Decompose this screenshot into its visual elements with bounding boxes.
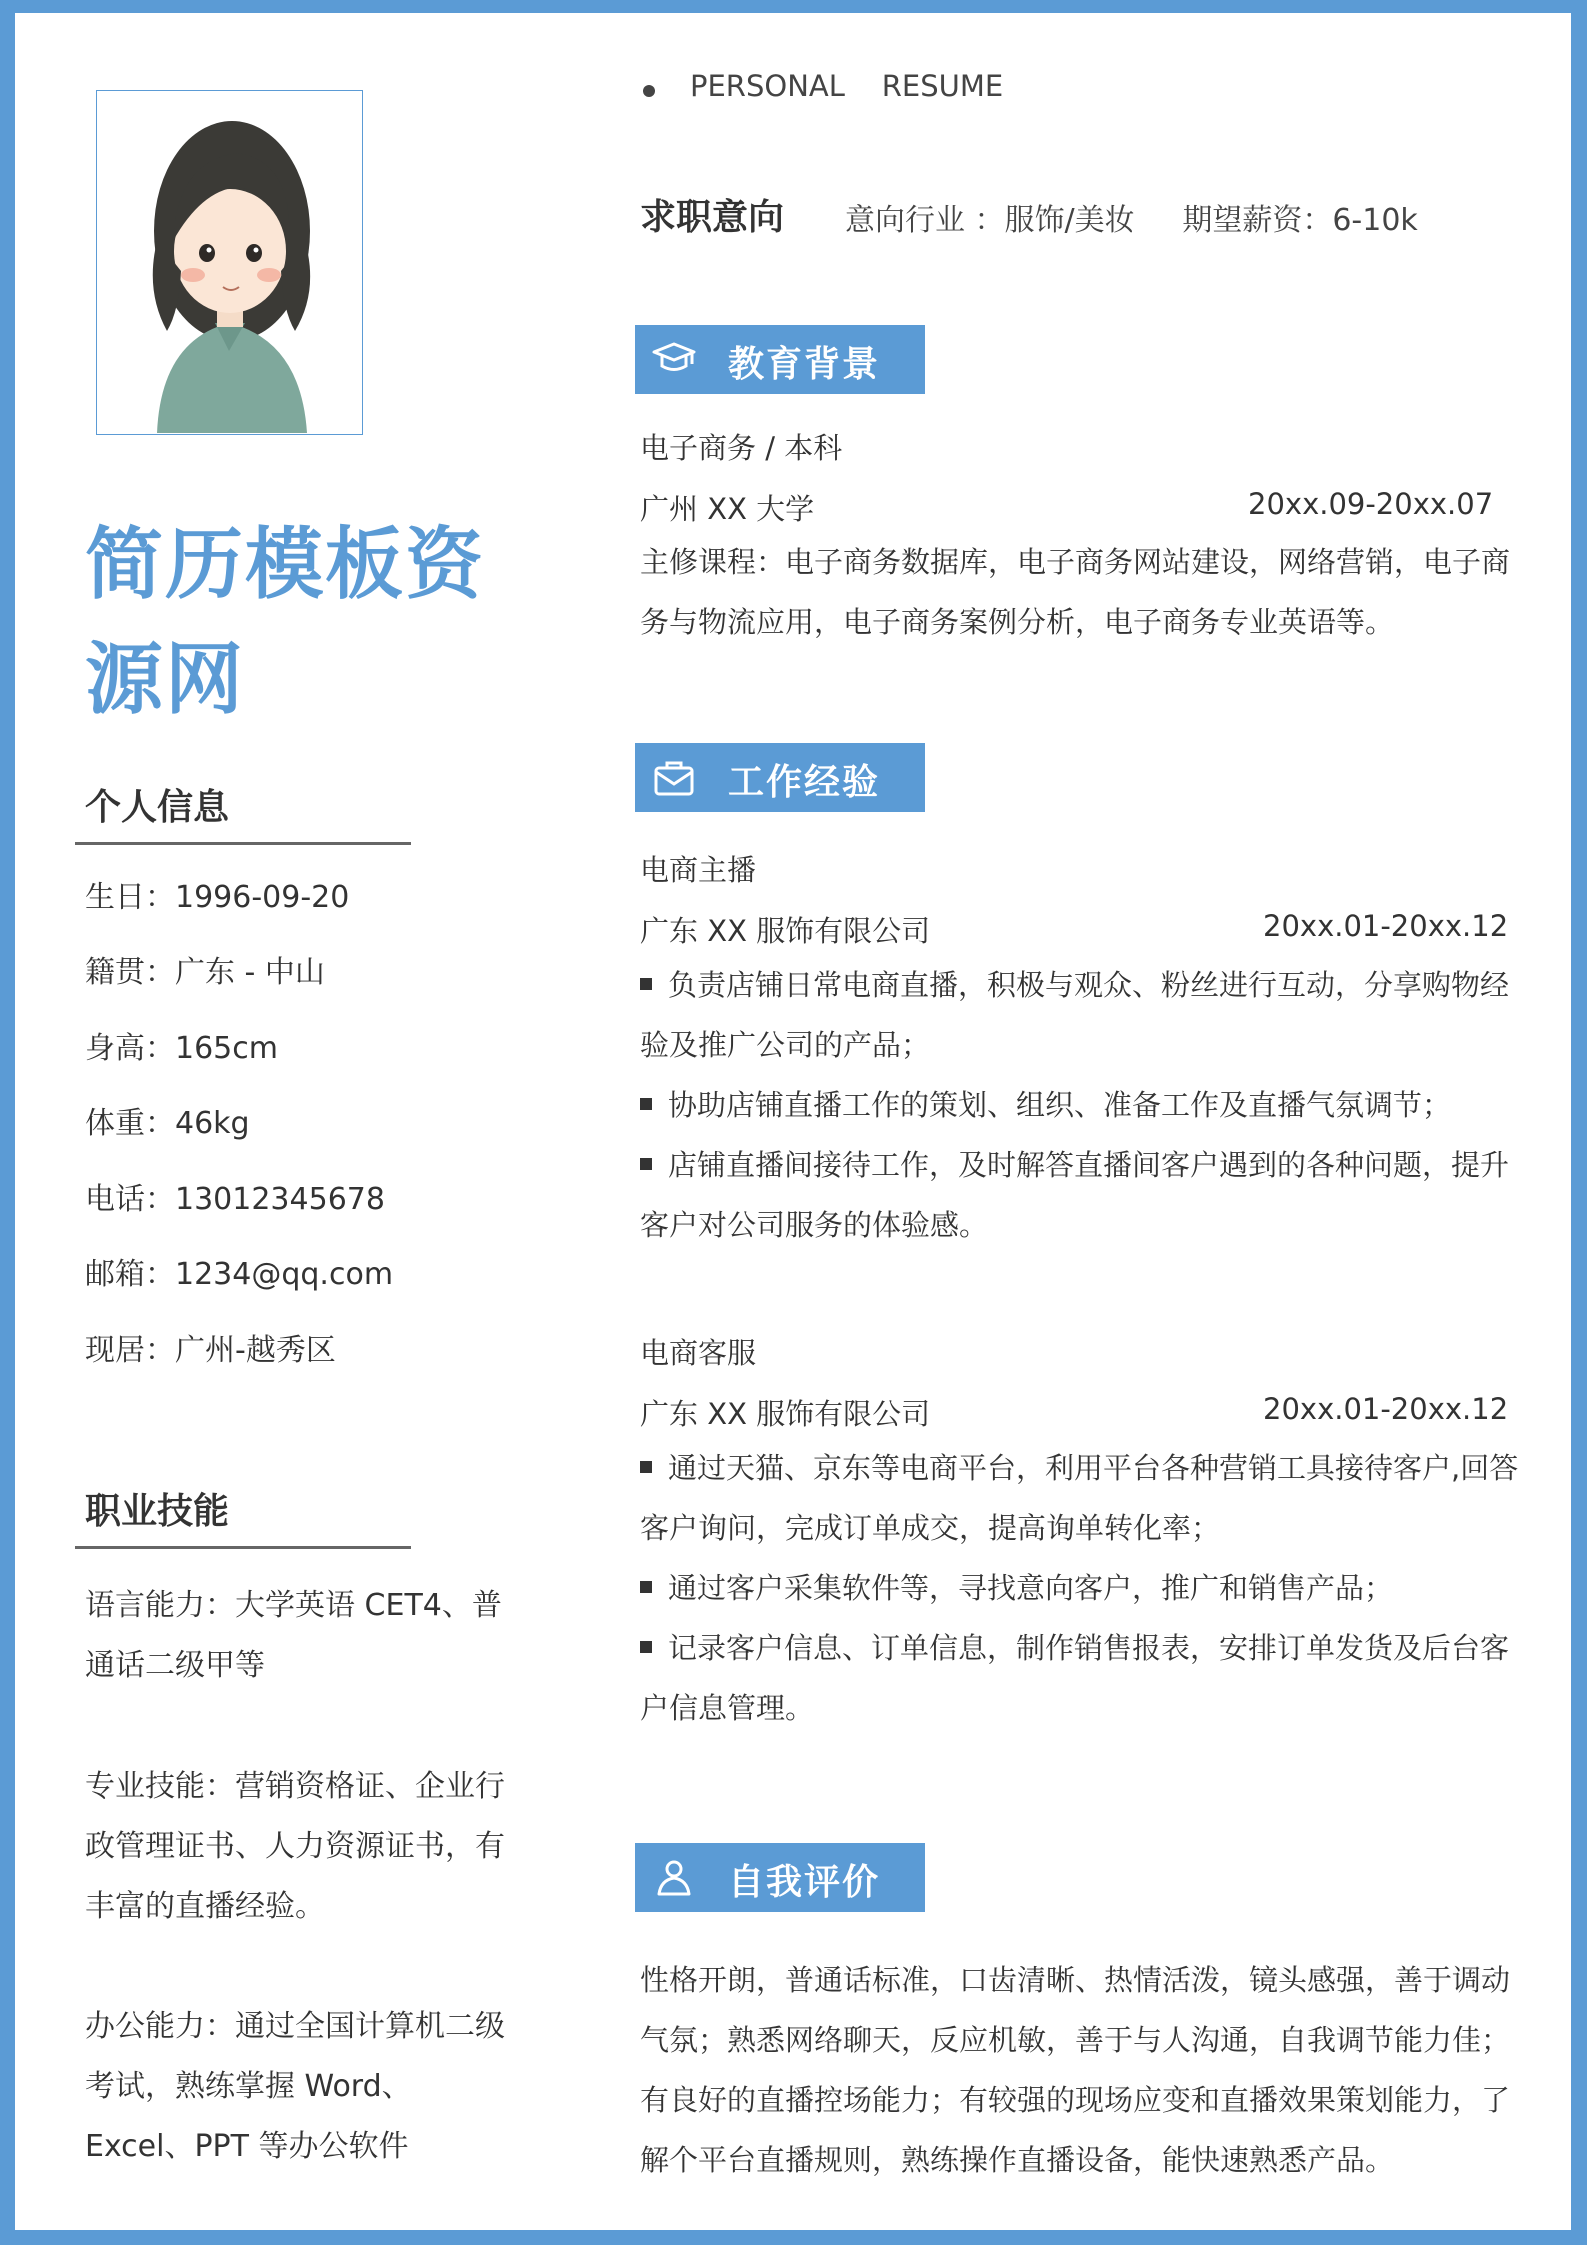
job-2-bullet-1 (640, 1438, 1520, 1558)
personal-info-heading: 个人信息 (85, 787, 230, 828)
square-bullet-icon (640, 1581, 652, 1593)
job-2-role: 电商客服 (640, 1336, 757, 1370)
self-eval-banner (635, 1843, 925, 1912)
job-2-dates: 20xx.01-20xx.12 (1263, 1392, 1509, 1426)
skill-office: 办公能力：通过全国计算机二级考试，熟练掌握 Word、Excel、PPT 等办公软件 (85, 2009, 505, 2164)
education-title: 教育背景 (728, 344, 881, 385)
personal-info-divider (75, 842, 411, 845)
square-bullet-icon (640, 978, 652, 990)
self-eval-title: 自我评价 (728, 1862, 881, 1903)
job-2-bullet-3 (640, 1618, 1520, 1738)
info-weight: 体重：46kg (85, 1106, 250, 1141)
profile-photo (96, 90, 363, 435)
skill-language: 语言能力：大学英语 CET4、普通话二级甲等 (85, 1588, 502, 1683)
resume-big-title: 简历模板资源网 (85, 520, 486, 725)
info-height: 身高：165cm (85, 1031, 278, 1066)
education-school: 广州 XX 大学 (640, 492, 815, 526)
education-banner (635, 325, 925, 394)
square-bullet-icon (640, 1158, 652, 1170)
info-hometown: 籍贯：广东 - 中山 (85, 955, 325, 990)
education-major: 电子商务 / 本科 (640, 431, 843, 465)
skills-divider (75, 1546, 411, 1549)
info-birthday: 生日：1996-09-20 (85, 880, 350, 915)
job-1-company: 广东 XX 服饰有限公司 (640, 914, 931, 948)
job-1-role: 电商主播 (640, 853, 757, 887)
job-2-bullet-3-text: 记录客户信息、订单信息，制作销售报表，安排订单发货及后台客户信息管理。 (640, 1631, 1510, 1725)
briefcase-icon (651, 758, 697, 798)
square-bullet-icon (640, 1641, 652, 1653)
job-1-bullet-2 (640, 1075, 1520, 1135)
job-1-dates: 20xx.01-20xx.12 (1263, 909, 1509, 943)
job-intent-title: 求职意向 (640, 197, 785, 238)
job-1-bullet-1 (640, 955, 1520, 1075)
job-1-bullet-3-text: 店铺直播间接待工作，及时解答直播间客户遇到的各种问题，提升客户对公司服务的体验感。 (640, 1148, 1510, 1242)
bullet-dot-icon (643, 85, 655, 97)
education-dates: 20xx.09-20xx.07 (1248, 487, 1494, 521)
graduation-cap-icon (651, 340, 697, 378)
self-eval-text: 性格开朗，普通话标准，口齿清晰、热情活泼，镜头感强，善于调动气氛；熟悉网络聊天，反应机敏，善于与人沟通，自我调节能力佳；有良好的直播控场能力；有较强的现场应变和直播效果策划能力，了解个平台直播规则，熟练操作直播设备，能快速熟悉产品。 (640, 1963, 1511, 2177)
square-bullet-icon (640, 1461, 652, 1473)
personal-resume-label: PERSONAL RESUME (690, 69, 1004, 103)
job-2-bullet-2 (640, 1558, 1520, 1618)
person-icon (651, 1858, 697, 1898)
info-residence: 现居：广州-越秀区 (85, 1333, 336, 1368)
resume-page (15, 13, 1571, 2230)
info-phone: 电话：13012345678 (85, 1182, 385, 1217)
avatar-illustration (97, 91, 361, 433)
job-1-bullet-3 (640, 1135, 1520, 1255)
job-2-company: 广东 XX 服饰有限公司 (640, 1397, 931, 1431)
education-courses: 主修课程：电子商务数据库，电子商务网站建设，网络营销，电子商务与物流应用，电子商务案例分析，电子商务专业英语等。 (640, 545, 1511, 639)
info-email: 邮箱：1234@qq.com (85, 1257, 394, 1292)
skill-professional: 专业技能：营销资格证、企业行政管理证书、人力资源证书，有丰富的直播经验。 (85, 1769, 505, 1924)
work-banner (635, 743, 925, 812)
job-2-bullet-1-text: 通过天猫、京东等电商平台，利用平台各种营销工具接待客户,回答客户询问，完成订单成交，提高询单转化率； (640, 1451, 1519, 1545)
skills-heading: 职业技能 (85, 1491, 230, 1532)
job-intent-detail: 意向行业 ：服饰/美妆 期望薪资：6-10k (845, 203, 1418, 238)
job-2-bullet-2-text: 通过客户采集软件等，寻找意向客户，推广和销售产品； (668, 1571, 1394, 1605)
square-bullet-icon (640, 1098, 652, 1110)
job-1-bullet-2-text: 协助店铺直播工作的策划、组织、准备工作及直播气氛调节； (668, 1088, 1452, 1122)
job-1-bullet-1-text: 负责店铺日常电商直播，积极与观众、粉丝进行互动，分享购物经验及推广公司的产品； (640, 968, 1510, 1062)
work-title: 工作经验 (728, 762, 881, 803)
